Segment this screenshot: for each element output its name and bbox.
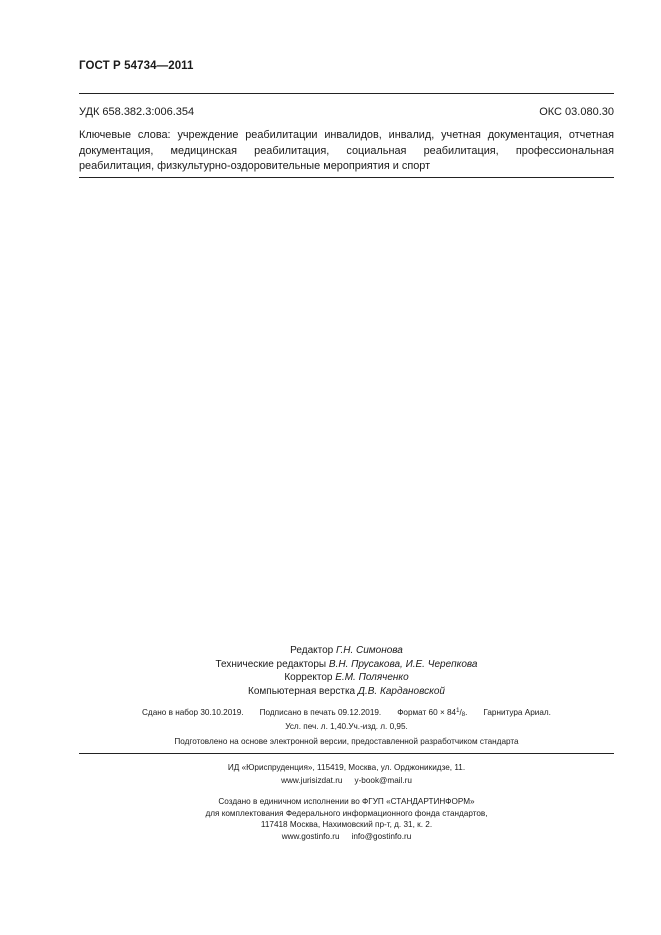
layout-name: Д.В. Кардановской	[357, 685, 445, 697]
publisher-address: ИД «Юриспруденция», 115419, Москва, ул. Орджоникидзе, 11.	[227, 763, 466, 772]
prepared-note: Подготовлено на основе электронной версии, предоставленной разработчиком стандарта	[174, 737, 519, 746]
submitted-date: Сдано в набор 30.10.2019.	[142, 708, 244, 717]
printer-line-2: для комплектования Федерального информационного фонда стандартов,	[205, 808, 488, 818]
publisher-contacts	[79, 774, 614, 787]
volume-info-line	[79, 722, 614, 731]
format-sub: 8	[461, 712, 466, 718]
standard-code: ГОСТ Р 54734—2011	[79, 60, 194, 72]
printer-site-link[interactable]: www.gostinfo.ru	[281, 831, 340, 841]
publisher-block	[79, 761, 614, 787]
printer-block	[79, 796, 614, 842]
keywords-paragraph	[79, 128, 614, 175]
keywords-text: учреждение реабилитации инвалидов, инвалид, учетная документация, отчетная документация, медицинская реабилитация, социальная реабилитация, профессиональная реабилитация, физкультурно-оздоровительные мероприятия и спорт	[79, 129, 615, 172]
printer-contacts	[79, 831, 614, 843]
layout-line	[79, 685, 614, 699]
tech-editors-names: В.Н. Прусакова, И.Е. Черепкова	[328, 658, 478, 670]
format-text: Формат 60 × 84	[397, 708, 457, 717]
editor-name: Г.Н. Симонова	[336, 645, 403, 656]
publish-sheets: Уч.-изд. л. 0,95.	[348, 722, 408, 731]
signed-date: Подписано в печать 09.12.2019.	[259, 708, 382, 717]
keywords-divider	[79, 177, 614, 178]
font-info: Гарнитура Ариал.	[483, 708, 551, 717]
print-info-line: Сдано в набор 30.10.2019. Подписано в печать 09.12.2019. Формат $60 \times 84^1/_8$. Гарнитура Ариал.	[142, 708, 551, 718]
publisher-email-link[interactable]: y-book@mail.ru	[354, 776, 412, 785]
printer-email-link[interactable]: info@gostinfo.ru	[351, 831, 412, 841]
tech-editors-role: Технические редакторы	[215, 658, 327, 670]
print-sheets: Усл. печ. л. 1,40.	[285, 722, 349, 731]
printer-line-3: 117418 Москва, Нахимовский пр-т, д. 31, к. 2.	[260, 820, 433, 830]
bottom-divider	[79, 753, 614, 754]
proofreader-role: Корректор	[284, 672, 333, 684]
printer-line-1: Создано в единичном исполнении во ФГУП «СТАНДАРТИНФОРМ»	[218, 797, 475, 806]
top-divider	[79, 93, 614, 94]
oks-code: ОКС 03.080.30	[539, 106, 614, 118]
editor-role: Редактор	[290, 645, 334, 656]
editor-line	[79, 644, 614, 658]
keywords-label: Ключевые слова:	[79, 129, 171, 141]
layout-role: Компьютерная верстка	[248, 685, 356, 697]
credits-block	[79, 644, 614, 698]
tech-editors-line	[79, 658, 614, 672]
format-sup: 1	[456, 708, 460, 714]
udk-code: УДК 658.382.3:006.354	[79, 106, 195, 118]
publisher-site-link[interactable]: www.jurisizdat.ru	[281, 776, 343, 785]
proofreader-line	[79, 671, 614, 685]
proofreader-name: Е.М. Поляченко	[335, 672, 409, 684]
